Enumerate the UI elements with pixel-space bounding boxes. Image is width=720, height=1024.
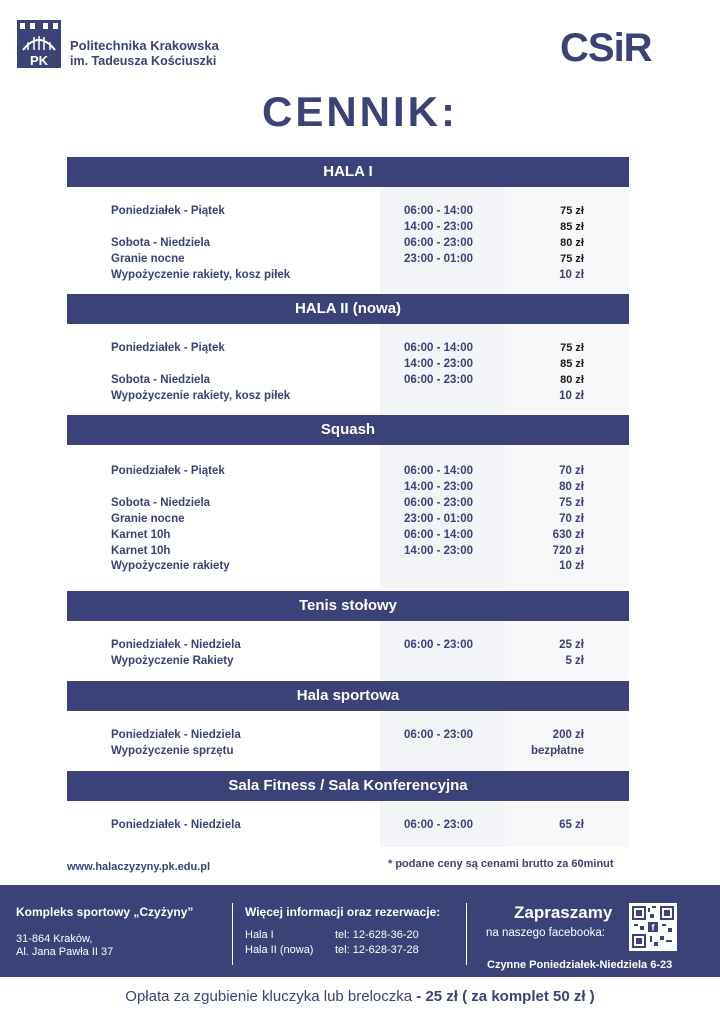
address-line: Al. Jana Pawła II 37	[16, 946, 114, 958]
opening-hours: Czynne Poniedziałek-Niedziela 6-23	[487, 959, 673, 971]
row-time: 23:00 - 01:00	[404, 512, 474, 525]
row-time: 06:00 - 14:00	[404, 205, 474, 217]
row-price: 10 zł	[559, 268, 584, 281]
row-time: 23:00 - 01:00	[404, 252, 474, 265]
price-row	[67, 497, 629, 513]
row-time: 06:00 - 14:00	[404, 465, 474, 477]
price-note: * podane ceny są cenami brutto za 60minut	[388, 858, 614, 870]
row-price: 720 zł	[552, 544, 584, 557]
price-row	[67, 745, 629, 761]
price-row	[67, 655, 629, 671]
row-label: Sobota - Niedziela	[111, 236, 211, 249]
price-section	[67, 294, 629, 418]
row-price: 80 zł	[559, 480, 584, 493]
row-price: 75 zł	[560, 342, 584, 354]
row-price: 85 zł	[560, 357, 584, 370]
row-time: 06:00 - 23:00	[404, 496, 474, 509]
svg-text:f: f	[651, 922, 655, 933]
price-row	[67, 529, 629, 545]
price-row	[67, 237, 629, 253]
price-row	[67, 465, 629, 481]
price-row	[67, 358, 629, 374]
row-time: 06:00 - 23:00	[404, 639, 474, 651]
footer-divider	[466, 903, 467, 965]
row-label: Wypożyczenie sprzętu	[111, 744, 234, 757]
price-section	[67, 771, 629, 847]
footer-contact-block	[245, 905, 465, 956]
facebook-text: na naszego facebooka:	[486, 927, 605, 939]
row-price: bezpłatne	[530, 744, 584, 757]
row-label: Wypożyczenie rakiety, kosz piłek	[111, 268, 291, 281]
section-heading: Hala sportowa	[67, 681, 629, 711]
row-price: 200 zł	[552, 729, 584, 741]
complex-title: Kompleks sportowy „Czyżyny”	[16, 905, 194, 919]
price-row	[67, 729, 629, 745]
row-label: Karnet 10h	[111, 544, 171, 557]
section-heading: Tenis stołowy	[67, 591, 629, 621]
row-label: Karnet 10h	[111, 528, 171, 541]
address-line: 31-864 Kraków,	[16, 933, 93, 945]
page-title: CENNIK:	[262, 88, 458, 135]
row-label: Granie nocne	[111, 252, 185, 265]
university-name: Politechnika Krakowska	[70, 38, 219, 53]
invite-text: Zapraszamy	[514, 903, 613, 922]
row-time: 14:00 - 23:00	[404, 357, 474, 370]
row-label: Granie nocne	[111, 512, 185, 525]
row-price: 70 zł	[559, 512, 584, 525]
row-time: 14:00 - 23:00	[404, 220, 474, 233]
price-row	[67, 560, 629, 576]
lost-key-fee-note	[0, 988, 720, 1005]
website-link[interactable]: www.halaczyzyny.pk.edu.pl	[67, 861, 211, 873]
price-row	[67, 374, 629, 390]
contact-hall: Hala I	[245, 929, 274, 941]
row-price: 25 zł	[559, 639, 584, 651]
price-section	[67, 591, 629, 683]
facebook-qr-code[interactable]	[629, 903, 677, 951]
section-heading: HALA II (nowa)	[67, 294, 629, 324]
row-price: 10 zł	[559, 560, 584, 573]
price-section	[67, 681, 629, 773]
pk-logo	[17, 20, 61, 68]
row-price: 70 zł	[559, 465, 584, 477]
row-price: 75 zł	[560, 252, 584, 265]
lost-key-text: Opłata za zgubienie kluczyka lub breloczka	[125, 988, 417, 1005]
row-price: 10 zł	[559, 389, 584, 402]
header	[0, 0, 720, 90]
row-label: Poniedziałek - Niedziela	[111, 639, 241, 651]
price-row	[67, 342, 629, 358]
price-row	[67, 205, 629, 221]
row-time: 06:00 - 14:00	[404, 342, 474, 354]
contact-hall: Hala II (nowa)	[245, 944, 314, 956]
section-heading: HALA I	[67, 157, 629, 187]
row-price: 5 zł	[565, 654, 584, 667]
row-label: Wypożyczenie rakiety	[111, 560, 230, 573]
price-row	[67, 545, 629, 561]
contact-phone[interactable]: tel: 12-628-37-28	[335, 944, 419, 956]
row-time: 14:00 - 23:00	[404, 544, 474, 557]
price-row	[67, 639, 629, 655]
row-time: 06:00 - 23:00	[404, 373, 474, 386]
price-row	[67, 253, 629, 269]
row-price: 75 zł	[560, 205, 584, 217]
section-heading: Squash	[67, 415, 629, 445]
row-price: 85 zł	[560, 220, 584, 233]
qr-code-icon	[632, 906, 674, 948]
row-label: Poniedziałek - Piątek	[111, 205, 225, 217]
row-price: 65 zł	[559, 819, 584, 831]
row-time: 06:00 - 23:00	[404, 236, 474, 249]
info-title: Więcej informacji oraz rezerwacje:	[245, 905, 441, 919]
row-time: 06:00 - 23:00	[404, 819, 474, 831]
row-label: Poniedziałek - Piątek	[111, 465, 225, 477]
row-label: Wypożyczenie Rakiety	[111, 654, 234, 667]
price-row	[67, 390, 629, 406]
row-label: Wypożyczenie rakiety, kosz piłek	[111, 389, 291, 402]
row-price: 75 zł	[559, 496, 584, 509]
svg-text:PK: PK	[29, 53, 49, 68]
contact-phone[interactable]: tel: 12-628-36-20	[335, 929, 419, 941]
university-subtitle: im. Tadeusza Kościuszki	[70, 54, 217, 68]
csir-logo: CSiR	[560, 26, 652, 70]
footer-address-block	[16, 905, 193, 959]
row-price: 80 zł	[560, 373, 584, 386]
section-heading: Sala Fitness / Sala Konferencyjna	[67, 771, 629, 801]
price-row	[67, 269, 629, 285]
row-label: Sobota - Niedziela	[111, 496, 211, 509]
address	[16, 933, 193, 959]
row-time: 14:00 - 23:00	[404, 480, 474, 493]
price-section	[67, 157, 629, 297]
row-time: 06:00 - 14:00	[404, 528, 474, 541]
price-row	[67, 513, 629, 529]
price-row	[67, 819, 629, 835]
row-label: Poniedziałek - Niedziela	[111, 819, 241, 831]
row-label: Sobota - Niedziela	[111, 373, 211, 386]
lost-key-fee: - 25 zł ( za komplet 50 zł )	[416, 988, 595, 1005]
row-label: Poniedziałek - Niedziela	[111, 729, 241, 741]
row-label: Poniedziałek - Piątek	[111, 342, 225, 354]
price-row	[67, 221, 629, 237]
footer	[0, 885, 720, 977]
row-time: 06:00 - 23:00	[404, 729, 474, 741]
row-price: 80 zł	[560, 236, 584, 249]
footer-divider	[232, 903, 233, 965]
row-price: 630 zł	[552, 528, 584, 541]
price-section	[67, 415, 629, 588]
price-row	[67, 481, 629, 497]
